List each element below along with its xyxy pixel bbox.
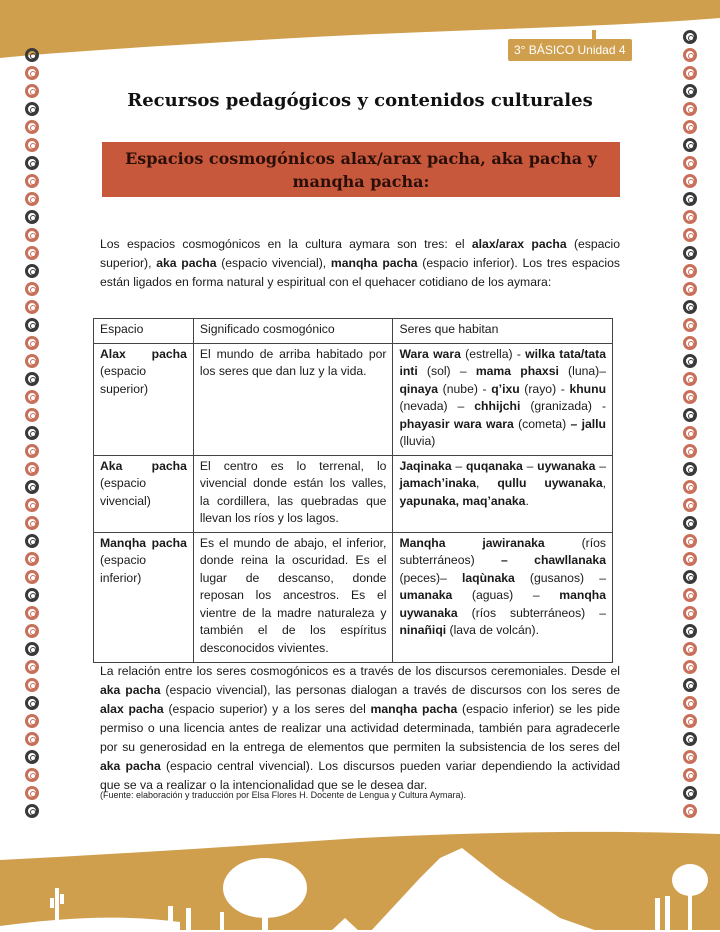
- andean-knot-icon: [683, 498, 697, 512]
- being-term: Manqha jawiranaka: [399, 535, 545, 550]
- andean-knot-icon: [25, 696, 39, 710]
- andean-knot-icon: [683, 570, 697, 584]
- being-gloss: (estrella) -: [460, 346, 526, 361]
- andean-knot-icon: [683, 66, 697, 80]
- being-term: phayasir wara wara: [399, 416, 514, 431]
- table-header-row: [94, 319, 613, 344]
- table-row: [94, 532, 613, 662]
- text: (espacio vivencial),: [216, 256, 331, 270]
- andean-knot-icon: [25, 354, 39, 368]
- being-term: yapunaka, maq’anaka: [399, 493, 526, 508]
- being-gloss: –: [595, 458, 606, 473]
- text: La relación entre los seres cosmogónicos es a través de los discursos ceremoniales. Desde el: [100, 664, 620, 678]
- andean-knot-icon: [683, 696, 697, 710]
- space-cell: [94, 455, 194, 532]
- andean-knot-icon: [25, 732, 39, 746]
- being-gloss: (luna)–: [558, 364, 606, 378]
- space-name: Aka pacha: [100, 458, 187, 473]
- andean-knot-icon: [25, 228, 39, 242]
- being-gloss: (peces)–: [399, 570, 462, 585]
- space-description: (espacio vivencial): [100, 476, 151, 508]
- section-title-box: [102, 142, 620, 197]
- andean-knot-icon: [25, 426, 39, 440]
- andean-knot-icon: [683, 732, 697, 746]
- table-row: [94, 343, 613, 455]
- table-row: [94, 455, 613, 532]
- beings-cell: [393, 455, 613, 532]
- space-cell: [94, 532, 194, 662]
- being-gloss: (gusanos) –: [514, 570, 606, 585]
- andean-knot-icon: [683, 444, 697, 458]
- andean-knot-icon: [683, 390, 697, 404]
- cosmogonic-spaces-table: [93, 318, 613, 663]
- term-alax-pacha: alax pacha: [100, 702, 164, 716]
- andean-knot-icon: [25, 786, 39, 800]
- andean-knot-icon: [25, 462, 39, 476]
- text: (espacio superior),: [100, 237, 621, 270]
- andean-knot-icon: [25, 372, 39, 386]
- being-gloss: –: [522, 458, 538, 473]
- andean-knot-icon: [25, 804, 39, 818]
- beings-cell: [393, 343, 613, 455]
- being-term: manqha uywanaka: [399, 588, 606, 620]
- andean-knot-icon: [683, 210, 697, 224]
- andean-knot-icon: [683, 48, 697, 62]
- andean-knot-icon: [25, 246, 39, 260]
- being-term: Wara wara: [399, 346, 461, 361]
- andean-knot-icon: [25, 678, 39, 692]
- section-title-line1: Espacios cosmogónicos alax/arax pacha, aka pacha y: [125, 149, 597, 168]
- andean-knot-icon: [683, 426, 697, 440]
- andean-knot-icon: [25, 192, 39, 206]
- andean-knot-icon: [25, 300, 39, 314]
- being-gloss: (nube) -: [438, 381, 492, 396]
- space-name: Manqha pacha: [100, 535, 187, 550]
- term-manqha-pacha: manqha pacha: [330, 256, 418, 270]
- andean-knot-icon: [25, 516, 39, 530]
- space-description: (espacio superior): [100, 364, 149, 396]
- andean-knot-icon: [683, 174, 697, 188]
- column-header-seres: Seres que habitan: [393, 319, 613, 344]
- andean-knot-icon: [683, 246, 697, 260]
- column-header-espacio: Espacio: [94, 319, 194, 344]
- andean-knot-icon: [683, 138, 697, 152]
- being-term: – chawllanaka: [501, 553, 606, 567]
- andean-knot-icon: [683, 588, 697, 602]
- space-name: Alax pacha: [100, 346, 187, 361]
- being-gloss: (lluvia): [399, 434, 436, 448]
- andean-knot-icon: [683, 642, 697, 656]
- andean-knot-icon: [25, 210, 39, 224]
- text: (espacio inferior) se les pide permiso o una licencia antes de realizar una actividad determinada, también para agradecerle por su generosidad en la entrega de elementos que permiten la subsistencia de los seres del: [100, 702, 620, 754]
- text: Los espacios cosmogónicos en la cultura aymara son tres: el: [100, 237, 472, 251]
- andean-knot-icon: [683, 480, 697, 494]
- being-term: mama phaxsi: [475, 364, 559, 378]
- andean-knot-icon: [683, 534, 697, 548]
- being-gloss: ,: [602, 476, 606, 490]
- meaning-cell: El centro es lo terrenal, lo vivencial donde están los valles, la cordillera, las quebradas que llevan los ríos y los lagos.: [193, 455, 393, 532]
- andean-knot-icon: [25, 588, 39, 602]
- term-manqha-pacha: manqha pacha: [370, 702, 458, 716]
- andean-knot-icon: [25, 174, 39, 188]
- right-decorative-border: [682, 30, 698, 822]
- being-term: quqanaka: [465, 458, 523, 473]
- andean-knot-icon: [683, 318, 697, 332]
- andean-knot-icon: [683, 624, 697, 638]
- andean-knot-icon: [25, 750, 39, 764]
- term-aka-pacha: aka pacha: [100, 759, 161, 773]
- section-title-line2: manqha pacha:: [292, 172, 430, 191]
- being-gloss: ,: [476, 476, 498, 490]
- andean-knot-icon: [683, 264, 697, 278]
- andean-knot-icon: [25, 534, 39, 548]
- andean-knot-icon: [683, 120, 697, 134]
- being-term: khunu: [569, 381, 607, 396]
- being-gloss: .: [525, 493, 529, 508]
- being-gloss: (granizada) -: [520, 399, 606, 413]
- meaning-cell: El mundo de arriba habitado por los seres que dan luz y la vida.: [193, 343, 393, 455]
- andean-knot-icon: [683, 30, 697, 44]
- being-gloss: (rayo) -: [519, 381, 570, 396]
- andean-knot-icon: [683, 336, 697, 350]
- term-alax-arax-pacha: alax/arax pacha: [471, 237, 567, 251]
- being-gloss: (sol) –: [417, 364, 476, 378]
- andean-knot-icon: [25, 624, 39, 638]
- being-term: umanaka: [399, 588, 453, 602]
- andean-knot-icon: [683, 282, 697, 296]
- being-gloss: (nevada) –: [399, 399, 475, 413]
- andean-knot-icon: [683, 192, 697, 206]
- andean-knot-icon: [25, 714, 39, 728]
- being-term: Jaqinaka: [399, 458, 452, 473]
- andean-knot-icon: [25, 120, 39, 134]
- andean-knot-icon: [683, 660, 697, 674]
- andean-knot-icon: [25, 48, 39, 62]
- andean-knot-icon: [25, 264, 39, 278]
- being-gloss: (aguas) –: [452, 588, 560, 602]
- text: (espacio central vivencial). Los discursos pueden variar dependiendo la actividad que se va a realizar o la intencionalidad que se le desea dar.: [100, 759, 620, 792]
- text: (espacio inferior). Los tres espacios están ligados en forma natural y espiritual con el quehacer cotidiano de los aymara:: [100, 256, 620, 289]
- andean-knot-icon: [683, 750, 697, 764]
- footer-landscape-illustration: [0, 818, 720, 932]
- being-gloss: (cometa): [513, 416, 571, 431]
- column-header-significado: Significado cosmogónico: [193, 319, 393, 344]
- andean-knot-icon: [25, 480, 39, 494]
- andean-knot-icon: [683, 606, 697, 620]
- andean-knot-icon: [25, 552, 39, 566]
- andean-knot-icon: [25, 336, 39, 350]
- andean-knot-icon: [683, 156, 697, 170]
- andean-knot-icon: [683, 678, 697, 692]
- andean-knot-icon: [25, 390, 39, 404]
- term-aka-pacha: aka pacha: [100, 683, 161, 697]
- text: (espacio vivencial), las personas dialogan a través de discursos con los seres de: [160, 683, 621, 697]
- andean-knot-icon: [683, 354, 697, 368]
- being-term: qinaya: [399, 381, 439, 396]
- being-term: ninañiqi: [399, 623, 447, 637]
- text: (espacio superior) y a los seres del: [163, 702, 371, 716]
- andean-knot-icon: [25, 498, 39, 512]
- andean-knot-icon: [25, 444, 39, 458]
- andean-knot-icon: [25, 318, 39, 332]
- being-term: q’ixu: [491, 381, 520, 396]
- andean-knot-icon: [25, 570, 39, 584]
- andean-knot-icon: [683, 228, 697, 242]
- andean-knot-icon: [683, 408, 697, 422]
- andean-knot-icon: [25, 408, 39, 422]
- being-term: laqùnaka: [461, 570, 515, 585]
- space-cell: [94, 343, 194, 455]
- being-term: uywanaka: [537, 458, 596, 473]
- andean-knot-icon: [25, 768, 39, 782]
- andean-knot-icon: [683, 804, 697, 818]
- andean-knot-icon: [683, 768, 697, 782]
- andean-knot-icon: [683, 300, 697, 314]
- source-citation: (Fuente: elaboración y traducción por Elsa Flores H. Docente de Lengua y Cultura Aymara).: [100, 790, 467, 800]
- andean-knot-icon: [683, 786, 697, 800]
- being-term: chhijchi: [474, 399, 521, 413]
- space-description: (espacio inferior): [100, 553, 147, 585]
- relation-paragraph: [100, 662, 620, 795]
- andean-knot-icon: [25, 282, 39, 296]
- being-term: wilka tata/tata inti: [399, 346, 606, 378]
- andean-knot-icon: [683, 462, 697, 476]
- left-decorative-border: [24, 48, 40, 822]
- andean-knot-icon: [25, 660, 39, 674]
- being-gloss: –: [451, 458, 466, 473]
- page-title: Recursos pedagógicos y contenidos culturales: [127, 90, 593, 111]
- being-term: – jallu: [570, 416, 606, 431]
- andean-knot-icon: [683, 552, 697, 566]
- term-aka-pacha: aka pacha: [156, 256, 217, 270]
- andean-knot-icon: [683, 372, 697, 386]
- andean-knot-icon: [25, 156, 39, 170]
- andean-knot-icon: [683, 714, 697, 728]
- intro-paragraph: [100, 235, 620, 292]
- being-gloss: (lava de volcán).: [446, 623, 539, 637]
- beings-cell: [393, 532, 613, 662]
- andean-knot-icon: [25, 606, 39, 620]
- being-term: jamach’inaka: [399, 476, 476, 490]
- andean-knot-icon: [25, 66, 39, 80]
- meaning-cell: Es el mundo de abajo, el inferior, donde reina la oscuridad. Es el lugar de descanso, donde reposan los ancestros. Es el vientre de la madre naturaleza y también el de los espíritus desconocidos vivientes.: [193, 532, 393, 662]
- andean-knot-icon: [683, 516, 697, 530]
- andean-knot-icon: [25, 642, 39, 656]
- being-gloss: (ríos subterráneos) –: [457, 605, 606, 620]
- unit-badge: 3° BÁSICO Unidad 4: [508, 39, 632, 61]
- andean-knot-icon: [25, 138, 39, 152]
- being-gloss: (ríos subterráneos): [399, 535, 606, 567]
- being-term: qullu uywanaka: [497, 476, 603, 490]
